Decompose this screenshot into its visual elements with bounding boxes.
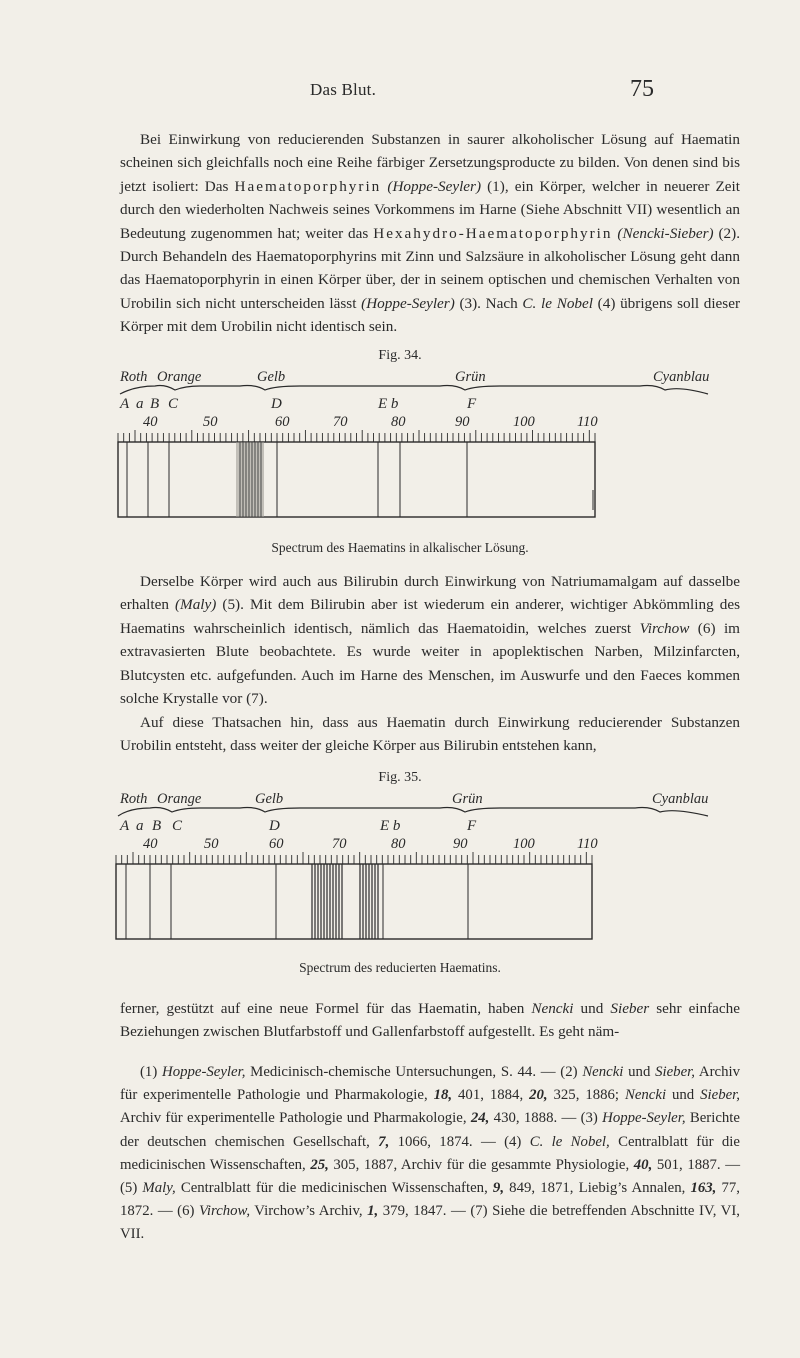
- line-letter: D: [271, 396, 282, 412]
- scale-number: 110: [577, 414, 598, 430]
- line-letter: F: [467, 818, 477, 834]
- scale-number: 50: [204, 836, 219, 852]
- scale-number: 70: [332, 836, 347, 852]
- spaced-term: Hexahydro-Haematoporphyrin: [373, 224, 613, 242]
- figure-35-caption: Spectrum des reducierten Haematins.: [299, 960, 501, 975]
- figure-34-caption: Spectrum des Haematins in alkalischer Lösung.: [271, 540, 529, 555]
- volume-number: 163,: [690, 1180, 717, 1197]
- color-name: Grün: [455, 369, 486, 385]
- line-letter: E b: [380, 818, 401, 834]
- text-run: (6) im extravasierten Blute beobachtete. Es wurde weiter in apoplektischen Narben, Milzinfarcten, Blutcysten etc. aufgefunden. Auch im Harne des Menschen, im Auswurfe und den Faeces kommen solche Krystalle vor (7).: [120, 619, 740, 708]
- spectrum-frame: [118, 442, 595, 517]
- text-run: und: [623, 1064, 656, 1080]
- text-run: 501, 1887. — (5): [120, 1156, 740, 1197]
- color-name: Cyanblau: [652, 791, 709, 807]
- author-citation: (Nencki-Sieber): [617, 224, 714, 242]
- figure-34-label: Fig. 34.: [378, 348, 422, 363]
- color-name: Roth: [120, 369, 148, 385]
- line-letter: C: [172, 818, 183, 834]
- volume-number: 9,: [492, 1180, 505, 1197]
- text-run: und: [666, 1087, 701, 1104]
- line-letter: B: [150, 396, 160, 412]
- absorption-band-2: [360, 864, 378, 939]
- text-run: und: [573, 1000, 611, 1017]
- fraunhofer-lines: [126, 864, 468, 939]
- scale-number: 100: [513, 414, 535, 430]
- line-letter: a: [136, 396, 144, 412]
- text-run: 77, 1872. — (6): [120, 1180, 740, 1220]
- paragraph-2: [120, 570, 740, 710]
- volume-number: 24,: [470, 1110, 490, 1127]
- author-citation: Nencki: [624, 1087, 667, 1104]
- scale-number: 40: [143, 836, 158, 852]
- footnote-number: (1): [140, 1064, 158, 1080]
- author-citation: Sieber: [610, 1000, 650, 1017]
- color-name: Orange: [157, 791, 202, 807]
- color-name: Cyanblau: [653, 369, 710, 385]
- figure-35-tick-scale: [116, 852, 592, 864]
- author-citation: Virchow,: [198, 1203, 251, 1220]
- absorption-band-1: [236, 442, 264, 517]
- author-citation: C. le Nobel: [522, 294, 593, 312]
- volume-number: 20,: [529, 1087, 548, 1104]
- text-run: Derselbe Körper wird auch aus Bilirubin durch Einwirkung von Natriumamalgam auf dasselbe erhalten: [120, 573, 740, 614]
- text-run: Bei Einwirkung von reducierenden Substanzen in saurer alkoholischer Lösung auf Haematin scheinen sich gleichfalls noch eine Reihe färbiger Zersetzungsproducte zu bilden. Von denen sind bis jetzt isoliert: Das: [120, 131, 740, 195]
- figure-34-tick-scale: [118, 430, 595, 442]
- volume-number: 40,: [633, 1156, 653, 1173]
- text-run: (1), ein Körper, welcher in neuerer Zeit durch den wiederholten Nachweis seines Vorkommens im Harne (Siehe Abschnitt VII) wesentlich an Bedeutung zugenommen hat; weiter das: [120, 177, 740, 242]
- text-run: Berichte der deutschen chemischen Gesellschaft,: [120, 1110, 740, 1150]
- color-name: Grün: [452, 791, 483, 807]
- figure-35-label: Fig. 35.: [378, 770, 422, 785]
- scale-number: 100: [513, 836, 535, 852]
- author-citation: C. le Nobel,: [529, 1133, 610, 1150]
- text-run: Archiv für experimentelle Pathologie und Pharmakologie,: [120, 1064, 740, 1104]
- text-run: Archiv für experimentelle Pathologie und Pharmakologie,: [120, 1110, 471, 1127]
- scale-number: 80: [391, 836, 406, 852]
- line-letter: E b: [378, 396, 399, 412]
- author-citation: (Hoppe-Seyler): [387, 177, 481, 195]
- color-name: Roth: [120, 791, 148, 807]
- text-run: 1066, 1874. — (4): [389, 1133, 530, 1150]
- author-citation: Sieber,: [700, 1087, 740, 1104]
- line-letter: a: [136, 818, 144, 834]
- spaced-term: Haematoporphyrin: [234, 177, 382, 195]
- text-run: (3). Nach: [454, 294, 523, 312]
- scale-number: 90: [453, 836, 468, 852]
- absorption-band-1: [312, 864, 342, 939]
- volume-number: 7,: [378, 1133, 390, 1150]
- figure-35-spectrum: [0, 852, 800, 942]
- scale-number: 50: [203, 414, 218, 430]
- text-run: 325, 1886;: [547, 1087, 625, 1104]
- text-run: Centralblatt für die medicinischen Wissenschaften,: [175, 1180, 493, 1197]
- paragraph-4: [120, 997, 740, 1044]
- figure-35-fraunhofer-letters: [0, 818, 800, 838]
- paragraph-1: [120, 128, 740, 339]
- scale-number: 60: [275, 414, 290, 430]
- author-citation: Maly,: [142, 1180, 176, 1197]
- footnotes: [120, 1061, 740, 1247]
- running-head: Das Blut.: [310, 80, 377, 99]
- color-name: Gelb: [255, 791, 284, 807]
- fraunhofer-lines: [127, 442, 467, 517]
- scale-number: 70: [333, 414, 348, 430]
- text-run: Centralblatt für die medicinischen Wissenschaften,: [120, 1133, 740, 1173]
- scale-number: 110: [577, 836, 598, 852]
- color-name: Orange: [157, 369, 202, 385]
- author-citation: Nencki: [531, 1000, 574, 1017]
- text-run: (5). Mit dem Bilirubin aber ist wiederum ein anderer, wichtiger Abkömmling des Haematins wahrscheinlich identisch, nämlich das Haematoidin, welches zuerst: [120, 596, 740, 637]
- text-run: 430, 1888. — (3): [489, 1110, 603, 1127]
- text-run: 849, 1871, Liebig’s Annalen,: [504, 1180, 691, 1197]
- text-run: sehr einfache Beziehungen zwischen Blutfarbstoff und Gallenfarbstoff aufgestellt. Es geht näm-: [120, 1000, 740, 1041]
- scale-number: 40: [143, 414, 158, 430]
- volume-number: 25,: [310, 1156, 329, 1173]
- scale-number: 80: [391, 414, 406, 430]
- author-citation: (Hoppe-Seyler): [361, 294, 455, 312]
- text-run: Medicinisch-chemische Untersuchungen, S. 44. — (2): [245, 1064, 583, 1080]
- author-citation: Hoppe-Seyler,: [162, 1064, 246, 1080]
- line-letter: D: [269, 818, 280, 834]
- page-number: 75: [630, 76, 654, 102]
- text-run: 305, 1887, Archiv für die gesammte Physiologie,: [328, 1156, 634, 1173]
- text-run: 379, 1847. — (7) Siehe die betreffenden Abschnitte IV, VI, VII.: [120, 1203, 740, 1243]
- figure-34-spectrum: [0, 430, 800, 520]
- color-name: Gelb: [257, 369, 286, 385]
- text-run: ferner, gestützt auf eine neue Formel für das Haematin, haben: [120, 1000, 532, 1017]
- line-letter: F: [467, 396, 477, 412]
- scale-number: 60: [269, 836, 284, 852]
- figure-34-fraunhofer-letters: [0, 396, 800, 416]
- volume-number: 18,: [433, 1087, 453, 1104]
- spectrum-frame: [116, 864, 592, 939]
- paragraph-3: Auf diese Thatsachen hin, dass aus Haematin durch Einwirkung reducierender Substanzen Urobilin entsteht, dass weiter der gleiche Körper aus Bilirubin entstehen kann,: [120, 714, 740, 755]
- footnote-block: [120, 1061, 740, 1247]
- line-letter: A: [120, 818, 130, 834]
- author-citation: Nencki: [582, 1064, 624, 1080]
- line-letter: B: [152, 818, 162, 834]
- author-citation: (Maly): [175, 596, 217, 614]
- line-letter: A: [120, 396, 130, 412]
- author-citation: Virchow: [639, 619, 690, 637]
- text-run: (4) übrigens soll dieser Körper mit dem Urobilin nicht identisch sein.: [120, 294, 741, 336]
- volume-number: 1,: [367, 1203, 379, 1220]
- author-citation: Sieber,: [655, 1064, 695, 1080]
- text-run: (2). Durch Behandeln des Haematoporphyrins mit Zinn und Salzsäure in alkoholischer Lösung geht dann das Haematoporphyrin in einen Körper über, der in seinem optischen und chemischen Verhalten von Urobilin sich nicht unterscheiden lässt: [120, 224, 740, 312]
- text-run: 401, 1884,: [452, 1087, 530, 1104]
- scale-number: 90: [455, 414, 470, 430]
- text-run: Virchow’s Archiv,: [250, 1203, 368, 1220]
- line-letter: C: [168, 396, 179, 412]
- author-citation: Hoppe-Seyler,: [602, 1110, 686, 1127]
